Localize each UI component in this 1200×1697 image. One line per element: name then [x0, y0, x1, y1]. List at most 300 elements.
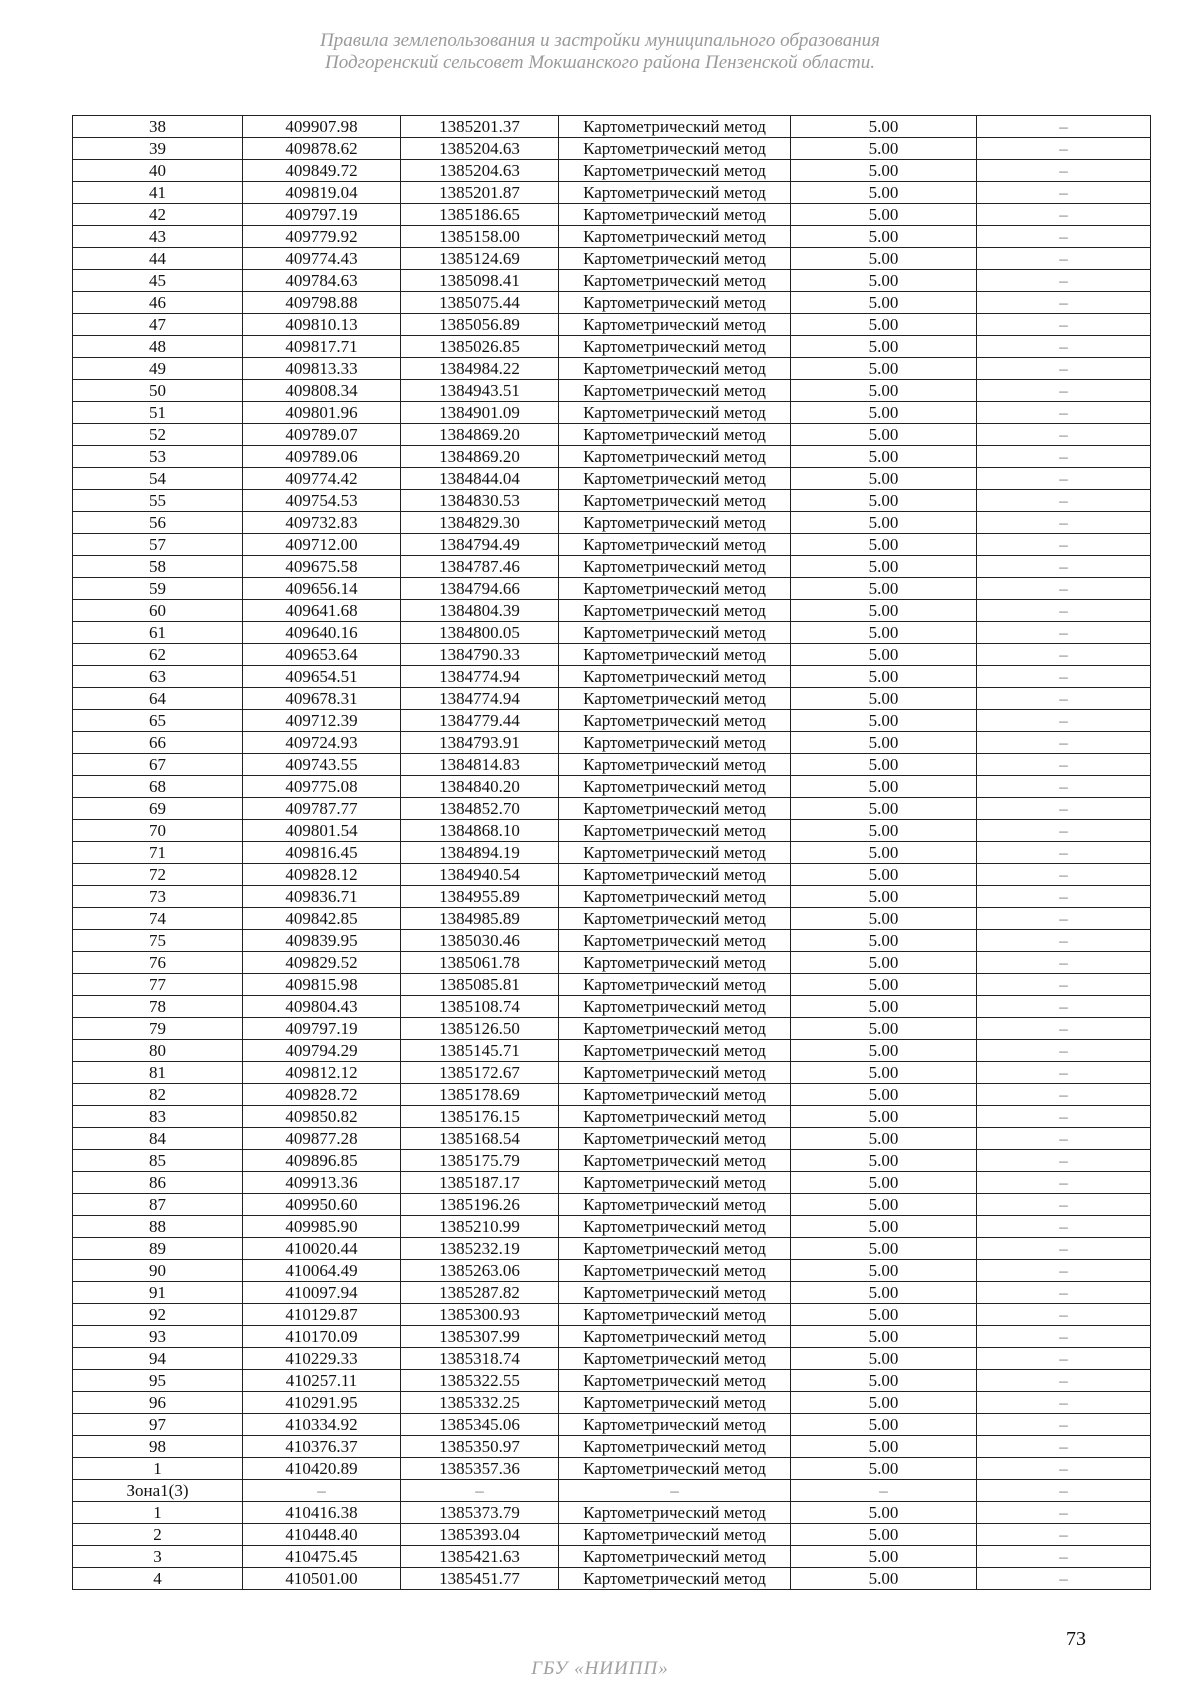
accuracy-cell: 5.00 — [791, 666, 977, 688]
table-row — [73, 1238, 1151, 1260]
x-coordinate-cell: 409842.85 — [243, 908, 401, 930]
footer-organization: ГБУ «НИИПП» — [531, 1658, 669, 1679]
description-cell: – — [977, 1568, 1151, 1590]
point-number-cell: 68 — [73, 776, 243, 798]
description-cell: – — [977, 1216, 1151, 1238]
x-coordinate-cell: 409743.55 — [243, 754, 401, 776]
method-cell: Картометрический метод — [559, 270, 791, 292]
description-cell: – — [977, 578, 1151, 600]
y-coordinate-cell: 1385263.06 — [401, 1260, 559, 1282]
method-cell: Картометрический метод — [559, 1282, 791, 1304]
description-cell: – — [977, 1018, 1151, 1040]
x-coordinate-cell: 410416.38 — [243, 1502, 401, 1524]
point-number-cell: 61 — [73, 622, 243, 644]
y-coordinate-cell: 1385145.71 — [401, 1040, 559, 1062]
table-row — [73, 1106, 1151, 1128]
y-coordinate-cell: 1385172.67 — [401, 1062, 559, 1084]
point-number-cell: 94 — [73, 1348, 243, 1370]
y-coordinate-cell: 1384940.54 — [401, 864, 559, 886]
point-number-cell: 85 — [73, 1150, 243, 1172]
accuracy-cell: 5.00 — [791, 1040, 977, 1062]
method-cell: Картометрический метод — [559, 864, 791, 886]
point-number-cell: 58 — [73, 556, 243, 578]
x-coordinate-cell: 409678.31 — [243, 688, 401, 710]
y-coordinate-cell: 1385204.63 — [401, 138, 559, 160]
running-header — [0, 30, 1200, 74]
description-cell: – — [977, 1348, 1151, 1370]
description-cell: – — [977, 996, 1151, 1018]
description-cell: – — [977, 1458, 1151, 1480]
method-cell: Картометрический метод — [559, 402, 791, 424]
accuracy-cell: 5.00 — [791, 314, 977, 336]
method-cell: Картометрический метод — [559, 1392, 791, 1414]
point-number-cell: 54 — [73, 468, 243, 490]
x-coordinate-cell: 409798.88 — [243, 292, 401, 314]
y-coordinate-cell: 1384852.70 — [401, 798, 559, 820]
accuracy-cell: 5.00 — [791, 182, 977, 204]
point-number-cell: 64 — [73, 688, 243, 710]
method-cell: Картометрический метод — [559, 160, 791, 182]
accuracy-cell: 5.00 — [791, 820, 977, 842]
table-row — [73, 270, 1151, 292]
point-number-cell: 44 — [73, 248, 243, 270]
table-row — [73, 974, 1151, 996]
method-cell: Картометрический метод — [559, 754, 791, 776]
accuracy-cell: 5.00 — [791, 644, 977, 666]
x-coordinate-cell: 409836.71 — [243, 886, 401, 908]
y-coordinate-cell: 1384985.89 — [401, 908, 559, 930]
description-cell: – — [977, 1062, 1151, 1084]
table-row — [73, 160, 1151, 182]
method-cell: Картометрический метод — [559, 490, 791, 512]
x-coordinate-cell: 409839.95 — [243, 930, 401, 952]
accuracy-cell: 5.00 — [791, 908, 977, 930]
point-number-cell: 1 — [73, 1502, 243, 1524]
accuracy-cell: 5.00 — [791, 1414, 977, 1436]
description-cell: – — [977, 798, 1151, 820]
table-row — [73, 1150, 1151, 1172]
y-coordinate-cell: 1385201.87 — [401, 182, 559, 204]
x-coordinate-cell: 409828.72 — [243, 1084, 401, 1106]
accuracy-cell: 5.00 — [791, 556, 977, 578]
table-row — [73, 688, 1151, 710]
description-cell: – — [977, 292, 1151, 314]
table-row — [73, 1370, 1151, 1392]
description-cell: – — [977, 644, 1151, 666]
point-number-cell: 59 — [73, 578, 243, 600]
y-coordinate-cell: 1384779.44 — [401, 710, 559, 732]
table-row — [73, 358, 1151, 380]
x-coordinate-cell: 409797.19 — [243, 1018, 401, 1040]
x-coordinate-cell: 409801.96 — [243, 402, 401, 424]
accuracy-cell: 5.00 — [791, 1370, 977, 1392]
point-number-cell: 73 — [73, 886, 243, 908]
accuracy-cell: 5.00 — [791, 952, 977, 974]
point-number-cell: 45 — [73, 270, 243, 292]
y-coordinate-cell: 1385056.89 — [401, 314, 559, 336]
table-row — [73, 600, 1151, 622]
y-coordinate-cell: 1385186.65 — [401, 204, 559, 226]
method-cell: Картометрический метод — [559, 1128, 791, 1150]
accuracy-cell: 5.00 — [791, 864, 977, 886]
description-cell: – — [977, 600, 1151, 622]
accuracy-cell: 5.00 — [791, 754, 977, 776]
y-coordinate-cell: – — [401, 1480, 559, 1502]
description-cell: – — [977, 886, 1151, 908]
table-row — [73, 490, 1151, 512]
table-row — [73, 1282, 1151, 1304]
table-row — [73, 116, 1151, 138]
table-row — [73, 380, 1151, 402]
method-cell: Картометрический метод — [559, 182, 791, 204]
x-coordinate-cell: 409801.54 — [243, 820, 401, 842]
description-cell: – — [977, 138, 1151, 160]
description-cell: – — [977, 1260, 1151, 1282]
y-coordinate-cell: 1385350.97 — [401, 1436, 559, 1458]
method-cell: Картометрический метод — [559, 446, 791, 468]
x-coordinate-cell: 409985.90 — [243, 1216, 401, 1238]
point-number-cell: 47 — [73, 314, 243, 336]
description-cell: – — [977, 1172, 1151, 1194]
accuracy-cell: 5.00 — [791, 1348, 977, 1370]
table-row — [73, 622, 1151, 644]
table-row — [73, 446, 1151, 468]
description-cell: – — [977, 380, 1151, 402]
point-number-cell: 93 — [73, 1326, 243, 1348]
description-cell: – — [977, 446, 1151, 468]
point-number-cell: 96 — [73, 1392, 243, 1414]
x-coordinate-cell: 409878.62 — [243, 138, 401, 160]
point-number-cell: 52 — [73, 424, 243, 446]
accuracy-cell: 5.00 — [791, 358, 977, 380]
point-number-cell: 2 — [73, 1524, 243, 1546]
point-number-cell: 75 — [73, 930, 243, 952]
method-cell: Картометрический метод — [559, 622, 791, 644]
description-cell: – — [977, 314, 1151, 336]
x-coordinate-cell: 409829.52 — [243, 952, 401, 974]
y-coordinate-cell: 1385098.41 — [401, 270, 559, 292]
method-cell: Картометрический метод — [559, 644, 791, 666]
table-row — [73, 314, 1151, 336]
accuracy-cell: 5.00 — [791, 512, 977, 534]
method-cell: Картометрический метод — [559, 1150, 791, 1172]
accuracy-cell: 5.00 — [791, 842, 977, 864]
table-row — [73, 402, 1151, 424]
method-cell: Картометрический метод — [559, 556, 791, 578]
y-coordinate-cell: 1384774.94 — [401, 688, 559, 710]
description-cell: – — [977, 776, 1151, 798]
accuracy-cell: 5.00 — [791, 1128, 977, 1150]
method-cell: Картометрический метод — [559, 1326, 791, 1348]
accuracy-cell: 5.00 — [791, 1238, 977, 1260]
table-row — [73, 424, 1151, 446]
method-cell: Картометрический метод — [559, 1546, 791, 1568]
x-coordinate-cell: 410475.45 — [243, 1546, 401, 1568]
point-number-cell: 88 — [73, 1216, 243, 1238]
description-cell: – — [977, 1524, 1151, 1546]
x-coordinate-cell: 410097.94 — [243, 1282, 401, 1304]
point-number-cell: 74 — [73, 908, 243, 930]
accuracy-cell: 5.00 — [791, 160, 977, 182]
method-cell: Картометрический метод — [559, 776, 791, 798]
x-coordinate-cell: 409950.60 — [243, 1194, 401, 1216]
table-row — [73, 336, 1151, 358]
x-coordinate-cell: 410291.95 — [243, 1392, 401, 1414]
accuracy-cell: 5.00 — [791, 1458, 977, 1480]
description-cell: – — [977, 1150, 1151, 1172]
description-cell: – — [977, 1392, 1151, 1414]
y-coordinate-cell: 1384787.46 — [401, 556, 559, 578]
x-coordinate-cell: 409732.83 — [243, 512, 401, 534]
method-cell: Картометрический метод — [559, 996, 791, 1018]
accuracy-cell: 5.00 — [791, 1018, 977, 1040]
accuracy-cell: 5.00 — [791, 1260, 977, 1282]
point-number-cell: 38 — [73, 116, 243, 138]
table-row — [73, 1436, 1151, 1458]
method-cell: – — [559, 1480, 791, 1502]
description-cell: – — [977, 1304, 1151, 1326]
method-cell: Картометрический метод — [559, 974, 791, 996]
table-row — [73, 1480, 1151, 1502]
point-number-cell: 89 — [73, 1238, 243, 1260]
accuracy-cell: 5.00 — [791, 138, 977, 160]
point-number-cell: 4 — [73, 1568, 243, 1590]
y-coordinate-cell: 1384830.53 — [401, 490, 559, 512]
method-cell: Картометрический метод — [559, 226, 791, 248]
accuracy-cell: 5.00 — [791, 1150, 977, 1172]
accuracy-cell: 5.00 — [791, 292, 977, 314]
accuracy-cell: 5.00 — [791, 688, 977, 710]
y-coordinate-cell: 1385176.15 — [401, 1106, 559, 1128]
x-coordinate-cell: 409789.06 — [243, 446, 401, 468]
y-coordinate-cell: 1385451.77 — [401, 1568, 559, 1590]
x-coordinate-cell: 409815.98 — [243, 974, 401, 996]
accuracy-cell: 5.00 — [791, 1436, 977, 1458]
table-row — [73, 754, 1151, 776]
point-number-cell: 90 — [73, 1260, 243, 1282]
accuracy-cell: 5.00 — [791, 1326, 977, 1348]
y-coordinate-cell: 1385030.46 — [401, 930, 559, 952]
x-coordinate-cell: 409712.00 — [243, 534, 401, 556]
page-number: 73 — [1066, 1628, 1086, 1650]
method-cell: Картометрический метод — [559, 1040, 791, 1062]
accuracy-cell: 5.00 — [791, 270, 977, 292]
point-number-cell: 92 — [73, 1304, 243, 1326]
point-number-cell: 71 — [73, 842, 243, 864]
x-coordinate-cell: 410129.87 — [243, 1304, 401, 1326]
accuracy-cell: 5.00 — [791, 1304, 977, 1326]
point-number-cell: 51 — [73, 402, 243, 424]
table-row — [73, 182, 1151, 204]
table-row — [73, 1040, 1151, 1062]
point-number-cell: 77 — [73, 974, 243, 996]
accuracy-cell: 5.00 — [791, 446, 977, 468]
method-cell: Картометрический метод — [559, 732, 791, 754]
accuracy-cell: 5.00 — [791, 226, 977, 248]
x-coordinate-cell: 409789.07 — [243, 424, 401, 446]
description-cell: – — [977, 1326, 1151, 1348]
method-cell: Картометрический метод — [559, 930, 791, 952]
y-coordinate-cell: 1384984.22 — [401, 358, 559, 380]
x-coordinate-cell: 409877.28 — [243, 1128, 401, 1150]
description-cell: – — [977, 1128, 1151, 1150]
table-row — [73, 996, 1151, 1018]
y-coordinate-cell: 1384844.04 — [401, 468, 559, 490]
method-cell: Картометрический метод — [559, 1216, 791, 1238]
y-coordinate-cell: 1384794.66 — [401, 578, 559, 600]
table-row — [73, 1018, 1151, 1040]
table-row — [73, 248, 1151, 270]
table-row — [73, 842, 1151, 864]
y-coordinate-cell: 1384793.91 — [401, 732, 559, 754]
accuracy-cell: 5.00 — [791, 600, 977, 622]
accuracy-cell: 5.00 — [791, 204, 977, 226]
table-row — [73, 1392, 1151, 1414]
y-coordinate-cell: 1385061.78 — [401, 952, 559, 974]
y-coordinate-cell: 1384955.89 — [401, 886, 559, 908]
x-coordinate-cell: 410020.44 — [243, 1238, 401, 1260]
x-coordinate-cell: 409812.12 — [243, 1062, 401, 1084]
y-coordinate-cell: 1385345.06 — [401, 1414, 559, 1436]
description-cell: – — [977, 1502, 1151, 1524]
point-number-cell: 50 — [73, 380, 243, 402]
description-cell: – — [977, 424, 1151, 446]
x-coordinate-cell: 409775.08 — [243, 776, 401, 798]
y-coordinate-cell: 1384943.51 — [401, 380, 559, 402]
description-cell: – — [977, 930, 1151, 952]
method-cell: Картометрический метод — [559, 908, 791, 930]
point-number-cell: 41 — [73, 182, 243, 204]
description-cell: – — [977, 490, 1151, 512]
x-coordinate-cell: 409754.53 — [243, 490, 401, 512]
y-coordinate-cell: 1384869.20 — [401, 446, 559, 468]
x-coordinate-cell: 410376.37 — [243, 1436, 401, 1458]
description-cell: – — [977, 732, 1151, 754]
accuracy-cell: 5.00 — [791, 710, 977, 732]
description-cell: – — [977, 358, 1151, 380]
y-coordinate-cell: 1385168.54 — [401, 1128, 559, 1150]
y-coordinate-cell: 1385307.99 — [401, 1326, 559, 1348]
description-cell: – — [977, 1546, 1151, 1568]
y-coordinate-cell: 1385026.85 — [401, 336, 559, 358]
description-cell: – — [977, 1106, 1151, 1128]
accuracy-cell: 5.00 — [791, 1568, 977, 1590]
x-coordinate-cell: 409819.04 — [243, 182, 401, 204]
table-row — [73, 226, 1151, 248]
x-coordinate-cell: 409813.33 — [243, 358, 401, 380]
table-row — [73, 1546, 1151, 1568]
method-cell: Картометрический метод — [559, 1238, 791, 1260]
method-cell: Картометрический метод — [559, 314, 791, 336]
description-cell: – — [977, 666, 1151, 688]
method-cell: Картометрический метод — [559, 1018, 791, 1040]
y-coordinate-cell: 1385108.74 — [401, 996, 559, 1018]
table-row — [73, 798, 1151, 820]
description-cell: – — [977, 248, 1151, 270]
method-cell: Картометрический метод — [559, 1524, 791, 1546]
x-coordinate-cell: 409787.77 — [243, 798, 401, 820]
table-row — [73, 820, 1151, 842]
description-cell: – — [977, 842, 1151, 864]
y-coordinate-cell: 1385178.69 — [401, 1084, 559, 1106]
y-coordinate-cell: 1385332.25 — [401, 1392, 559, 1414]
point-number-cell: 69 — [73, 798, 243, 820]
y-coordinate-cell: 1385075.44 — [401, 292, 559, 314]
method-cell: Картометрический метод — [559, 512, 791, 534]
table-row — [73, 534, 1151, 556]
accuracy-cell: 5.00 — [791, 1282, 977, 1304]
table-row — [73, 1502, 1151, 1524]
x-coordinate-cell: 410448.40 — [243, 1524, 401, 1546]
description-cell: – — [977, 270, 1151, 292]
x-coordinate-cell: 409675.58 — [243, 556, 401, 578]
method-cell: Картометрический метод — [559, 204, 791, 226]
description-cell: – — [977, 512, 1151, 534]
table-row — [73, 1062, 1151, 1084]
description-cell: – — [977, 952, 1151, 974]
accuracy-cell: 5.00 — [791, 1106, 977, 1128]
table-row — [73, 1414, 1151, 1436]
method-cell: Картометрический метод — [559, 116, 791, 138]
x-coordinate-cell: 409849.72 — [243, 160, 401, 182]
point-number-cell: 98 — [73, 1436, 243, 1458]
x-coordinate-cell: 410334.92 — [243, 1414, 401, 1436]
x-coordinate-cell: 409808.34 — [243, 380, 401, 402]
coordinates-table-body — [73, 116, 1151, 1590]
accuracy-cell: 5.00 — [791, 490, 977, 512]
accuracy-cell: 5.00 — [791, 336, 977, 358]
accuracy-cell: 5.00 — [791, 798, 977, 820]
method-cell: Картометрический метод — [559, 358, 791, 380]
table-row — [73, 776, 1151, 798]
table-row — [73, 908, 1151, 930]
table-row — [73, 1260, 1151, 1282]
description-cell: – — [977, 688, 1151, 710]
method-cell: Картометрический метод — [559, 1348, 791, 1370]
table-row — [73, 578, 1151, 600]
point-number-cell: 82 — [73, 1084, 243, 1106]
accuracy-cell: 5.00 — [791, 1502, 977, 1524]
y-coordinate-cell: 1385085.81 — [401, 974, 559, 996]
point-number-cell: 72 — [73, 864, 243, 886]
description-cell: – — [977, 116, 1151, 138]
x-coordinate-cell: 409656.14 — [243, 578, 401, 600]
y-coordinate-cell: 1385421.63 — [401, 1546, 559, 1568]
point-number-cell: 62 — [73, 644, 243, 666]
point-number-cell: 86 — [73, 1172, 243, 1194]
accuracy-cell: 5.00 — [791, 776, 977, 798]
accuracy-cell: 5.00 — [791, 468, 977, 490]
y-coordinate-cell: 1385318.74 — [401, 1348, 559, 1370]
table-row — [73, 1524, 1151, 1546]
method-cell: Картометрический метод — [559, 1436, 791, 1458]
x-coordinate-cell: 409794.29 — [243, 1040, 401, 1062]
description-cell: – — [977, 1414, 1151, 1436]
description-cell: – — [977, 1194, 1151, 1216]
point-number-cell: 3 — [73, 1546, 243, 1568]
description-cell: – — [977, 1480, 1151, 1502]
table-row — [73, 468, 1151, 490]
point-number-cell: 46 — [73, 292, 243, 314]
description-cell: – — [977, 754, 1151, 776]
description-cell: – — [977, 1040, 1151, 1062]
table-row — [73, 864, 1151, 886]
x-coordinate-cell: 410064.49 — [243, 1260, 401, 1282]
method-cell: Картометрический метод — [559, 666, 791, 688]
x-coordinate-cell: 409784.63 — [243, 270, 401, 292]
description-cell: – — [977, 820, 1151, 842]
x-coordinate-cell: 410501.00 — [243, 1568, 401, 1590]
